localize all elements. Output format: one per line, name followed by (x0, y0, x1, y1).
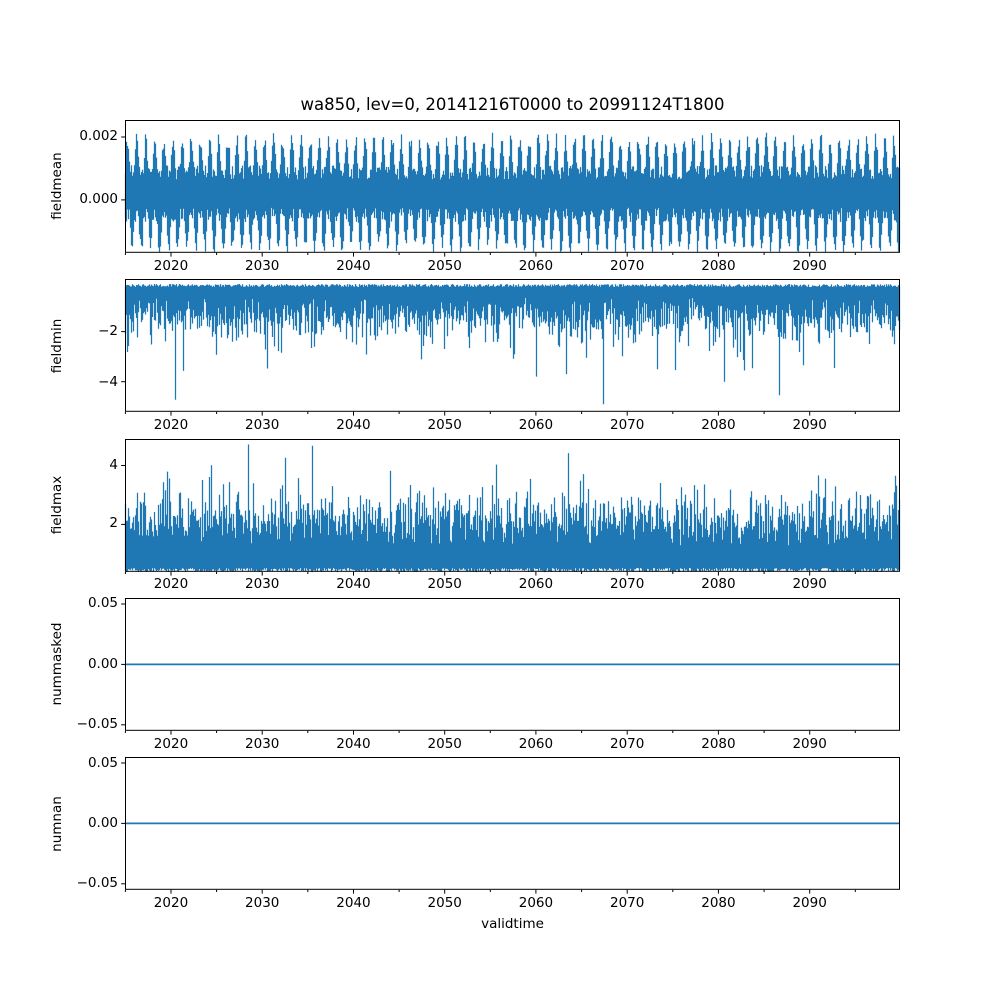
x-tick-label: 2070 (610, 257, 645, 274)
x-tick-label: 2080 (701, 417, 736, 434)
x-tick-label: 2090 (792, 257, 827, 274)
x-tick-label: 2040 (336, 417, 371, 434)
x-tick-label: 2040 (336, 735, 371, 752)
x-tick-label: 2060 (518, 576, 554, 593)
x-tick-label: 2040 (336, 576, 371, 593)
y-tick-label: 0.00 (87, 655, 118, 672)
y-axis-label-fieldmin: fieldmin (49, 318, 65, 373)
y-tick-label: −0.05 (76, 875, 118, 892)
tick-marks (121, 763, 855, 894)
x-tick-label: 2020 (153, 576, 189, 593)
y-axis-label-fieldmean: fieldmean (49, 152, 65, 221)
x-tick-label: 2020 (153, 735, 189, 752)
x-tick-label: 2080 (701, 895, 736, 911)
series-line (126, 284, 900, 404)
x-tick-label: 2060 (518, 257, 554, 274)
x-tick-label: 2030 (245, 576, 280, 593)
y-tick-label: −4 (98, 373, 118, 390)
x-tick-label: 2080 (701, 735, 736, 752)
x-tick-label: 2080 (701, 576, 736, 593)
x-tick-label: 2050 (427, 257, 462, 274)
y-tick-label: 0.05 (87, 595, 118, 612)
y-tick-label: 0.002 (79, 128, 118, 145)
x-tick-label: 2090 (792, 735, 827, 752)
x-tick-label: 2050 (427, 895, 462, 911)
x-tick-label: 2020 (153, 895, 189, 911)
y-tick-label: 4 (109, 456, 118, 473)
x-axis-label: validtime (481, 916, 544, 932)
x-tick-label: 2070 (610, 735, 645, 752)
subplot-nummasked (125, 598, 900, 731)
x-tick-label: 2060 (518, 895, 554, 911)
x-tick-label: 2040 (336, 257, 371, 274)
y-tick-label: 0.000 (79, 191, 118, 208)
x-tick-label: 2060 (518, 417, 554, 434)
y-tick-label: 0.00 (87, 815, 118, 832)
y-axis-label-fieldmax: fieldmax (49, 475, 65, 535)
y-tick-label: 2 (109, 515, 118, 532)
x-tick-label: 2030 (245, 735, 280, 752)
series-line (126, 444, 900, 572)
x-tick-label: 2020 (153, 257, 189, 274)
tick-marks (121, 332, 855, 416)
x-tick-label: 2070 (610, 417, 645, 434)
subplot-numnan (125, 757, 900, 890)
y-tick-label: −0.05 (76, 716, 118, 733)
subplot-fieldmax (125, 439, 900, 572)
y-axis-label-nummasked: nummasked (49, 622, 65, 706)
x-tick-label: 2070 (610, 576, 645, 593)
y-tick-label: −2 (98, 323, 118, 340)
y-axis-label-numnan: numnan (49, 795, 65, 852)
x-tick-label: 2070 (610, 895, 645, 911)
x-tick-label: 2050 (427, 735, 462, 752)
subplot-fieldmean (125, 120, 900, 253)
x-tick-label: 2060 (518, 735, 554, 752)
subplot-fieldmin (125, 279, 900, 412)
x-tick-label: 2030 (245, 257, 280, 274)
x-tick-label: 2080 (701, 257, 736, 274)
x-tick-label: 2050 (427, 576, 462, 593)
x-tick-label: 2090 (792, 417, 827, 434)
y-tick-label: 0.05 (87, 754, 118, 771)
x-tick-label: 2030 (245, 895, 280, 911)
x-tick-label: 2090 (792, 576, 827, 593)
x-tick-label: 2020 (153, 417, 189, 434)
chart-title: wa850, lev=0, 20141216T0000 to 20991124T1800 (300, 95, 725, 114)
series-line (126, 133, 900, 252)
x-tick-label: 2040 (336, 895, 371, 911)
x-tick-label: 2090 (792, 895, 827, 911)
tick-marks (121, 604, 855, 735)
x-tick-label: 2050 (427, 417, 462, 434)
x-tick-label: 2030 (245, 417, 280, 434)
